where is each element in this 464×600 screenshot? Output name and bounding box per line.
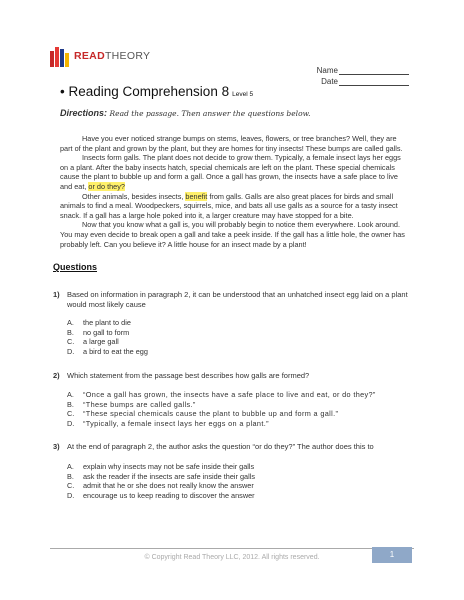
- answer-option[interactable]: D. encourage us to keep reading to discover the answer: [67, 490, 255, 500]
- question-number: 1): [53, 290, 60, 299]
- question-stem: Which statement from the passage best describes how galls are formed?: [67, 371, 310, 380]
- question-2-options: [67, 390, 376, 428]
- answer-option[interactable]: A. “Once a gall has grown, the insects have a safe place to live and eat, or do they?”: [67, 390, 376, 399]
- title-text: • Reading Comprehension 8: [60, 84, 230, 99]
- directions: [60, 108, 311, 118]
- answer-option[interactable]: B. no gall to form: [67, 327, 130, 337]
- question-1-options: [67, 318, 148, 356]
- page-number: 1: [372, 547, 412, 563]
- page-title: [60, 84, 253, 99]
- question-1: [53, 290, 413, 309]
- answer-option[interactable]: C. “These special chemicals cause the plant to bubble up and form a gall.”: [67, 409, 339, 419]
- passage-paragraph-2: Insects form galls. The plant does not decide to grow them. Typically, a female insect lays her eggs on a plant. After the baby insects hatch, special chemicals are left on the plant. These special chemicals cause the plant to bubble up and form a gall. Once a gall has grown, the insects have a safe place to live and eat, or do they?: [60, 153, 401, 191]
- readtheory-logo: [50, 45, 190, 67]
- passage-paragraph-1: Have you ever noticed strange bumps on stems, leaves, flowers, or tree branches? Well, they are part of the plant and grown by the plant, but they are homes for tiny insects! These bumps are called galls.: [60, 134, 403, 153]
- passage-paragraph-4: Now that you know what a gall is, you will probably begin to notice them everywhere. Look around. You may even decide to break open a gall and take a peek inside. If the gall has a little hole, the owner has probably left. Can you believe it? A little house for an insect made by a plant!: [60, 220, 405, 249]
- question-3-options: [67, 462, 255, 500]
- answer-option[interactable]: C. admit that he or she does not really know the answer: [67, 481, 254, 491]
- answer-option[interactable]: D. “Typically, a female insect lays her eggs on a plant.”: [67, 418, 269, 428]
- directions-label: Directions:: [60, 108, 108, 118]
- questions-heading: Questions: [53, 262, 98, 272]
- answer-option[interactable]: C. a large gall: [67, 337, 119, 347]
- question-number: 2): [53, 371, 60, 380]
- copyright-text: © Copyright Read Theory LLC, 2012. All rights reserved.: [144, 554, 320, 561]
- answer-option[interactable]: A. the plant to die: [67, 318, 131, 327]
- logo-text: READTHEORY: [74, 50, 151, 62]
- logo-bar: [55, 47, 59, 67]
- date-field: [321, 77, 409, 86]
- logo-bar: [65, 53, 69, 67]
- question-3: [53, 442, 413, 452]
- answer-option[interactable]: A. explain why insects may not be safe inside their galls: [67, 462, 255, 471]
- date-label: Date: [321, 77, 338, 86]
- question-number: 3): [53, 442, 60, 451]
- question-stem: Based on information in paragraph 2, it can be understood that an unhatched insect egg laid on a plant would most likely cause: [67, 290, 408, 309]
- highlighted-text: or do they?: [88, 181, 125, 191]
- date-line: [339, 77, 409, 86]
- answer-option[interactable]: B. “These bumps are called galls.”: [67, 399, 196, 409]
- answer-option[interactable]: B. ask the reader if the insects are safe inside their galls: [67, 471, 255, 481]
- passage-paragraph-3: Other animals, besides insects, benefit from galls. Galls are also great places for birds and small animals to find a meal. Woodpeckers, squirrels, mice, and bats all use galls as a source for a tasty insect snack. If a gall has a large hole poked into it, a larger creature may have stopped for a bite.: [60, 191, 398, 220]
- directions-text: Read the passage. Then answer the questions below.: [109, 109, 311, 118]
- logo-bar: [50, 51, 54, 67]
- passage: [60, 134, 410, 249]
- question-stem: At the end of paragraph 2, the author asks the question “or do they?” The author does this to: [67, 442, 374, 451]
- logo-bar: [60, 49, 64, 67]
- answer-option[interactable]: D. a bird to eat the egg: [67, 346, 148, 356]
- footer-divider: [50, 548, 414, 549]
- level-label: Level 5: [232, 91, 254, 98]
- name-field: [317, 66, 409, 75]
- highlighted-word: benefit: [185, 191, 208, 201]
- name-label: Name: [316, 66, 338, 75]
- name-line: [339, 66, 409, 75]
- question-2: [53, 371, 413, 381]
